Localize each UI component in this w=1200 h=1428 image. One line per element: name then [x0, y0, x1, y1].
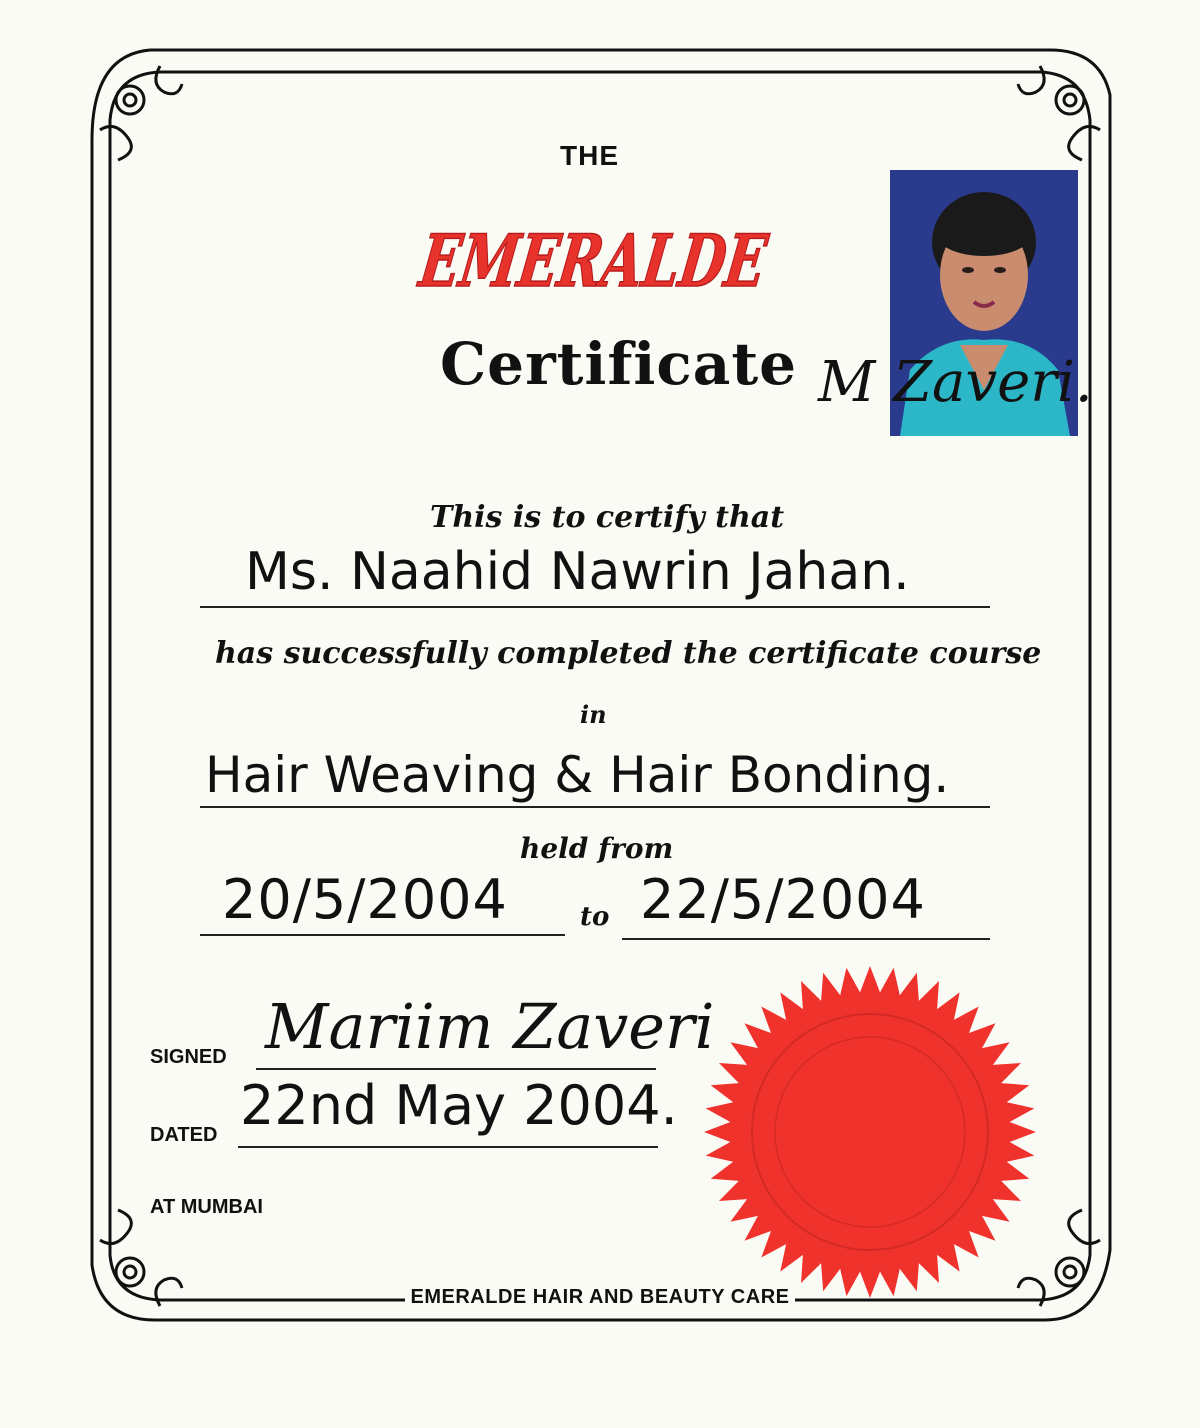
completed-text: has successfully completed the certificate course [215, 636, 1042, 671]
dated-value: 22nd May 2004. [240, 1074, 678, 1137]
date-from-underline [200, 934, 565, 936]
organization-name: EMERALDE HAIR AND BEAUTY CARE [405, 1286, 796, 1308]
dated-underline [238, 1146, 658, 1148]
to-text: to [580, 902, 610, 932]
date-to-underline [622, 938, 990, 940]
course-name: Hair Weaving & Hair Bonding. [205, 746, 950, 804]
issuer-signature: Mariim Zaveri [265, 990, 715, 1063]
recipient-name: Ms. Naahid Nawrin Jahan. [245, 542, 910, 602]
dated-label: DATED [150, 1124, 218, 1146]
date-to: 22/5/2004 [640, 868, 926, 931]
name-underline [200, 606, 990, 608]
organization-footer [0, 1286, 1200, 1309]
header-the: THE [560, 140, 619, 171]
certify-text: This is to certify that [430, 500, 785, 535]
date-from: 20/5/2004 [222, 868, 508, 931]
emeralde-logo [414, 196, 900, 306]
signed-underline [256, 1068, 656, 1070]
course-underline [200, 806, 990, 808]
certificate-title: Certificate [440, 330, 798, 398]
in-text: in [580, 700, 607, 729]
svg-text:EMERALDE: EMERALDE [414, 219, 900, 304]
location-label: AT MUMBAI [150, 1196, 263, 1218]
red-seal [700, 962, 1040, 1302]
signed-label: SIGNED [150, 1046, 227, 1068]
photo-signature: M Zaveri. [818, 350, 1093, 415]
held-from-text: held from [520, 832, 674, 865]
